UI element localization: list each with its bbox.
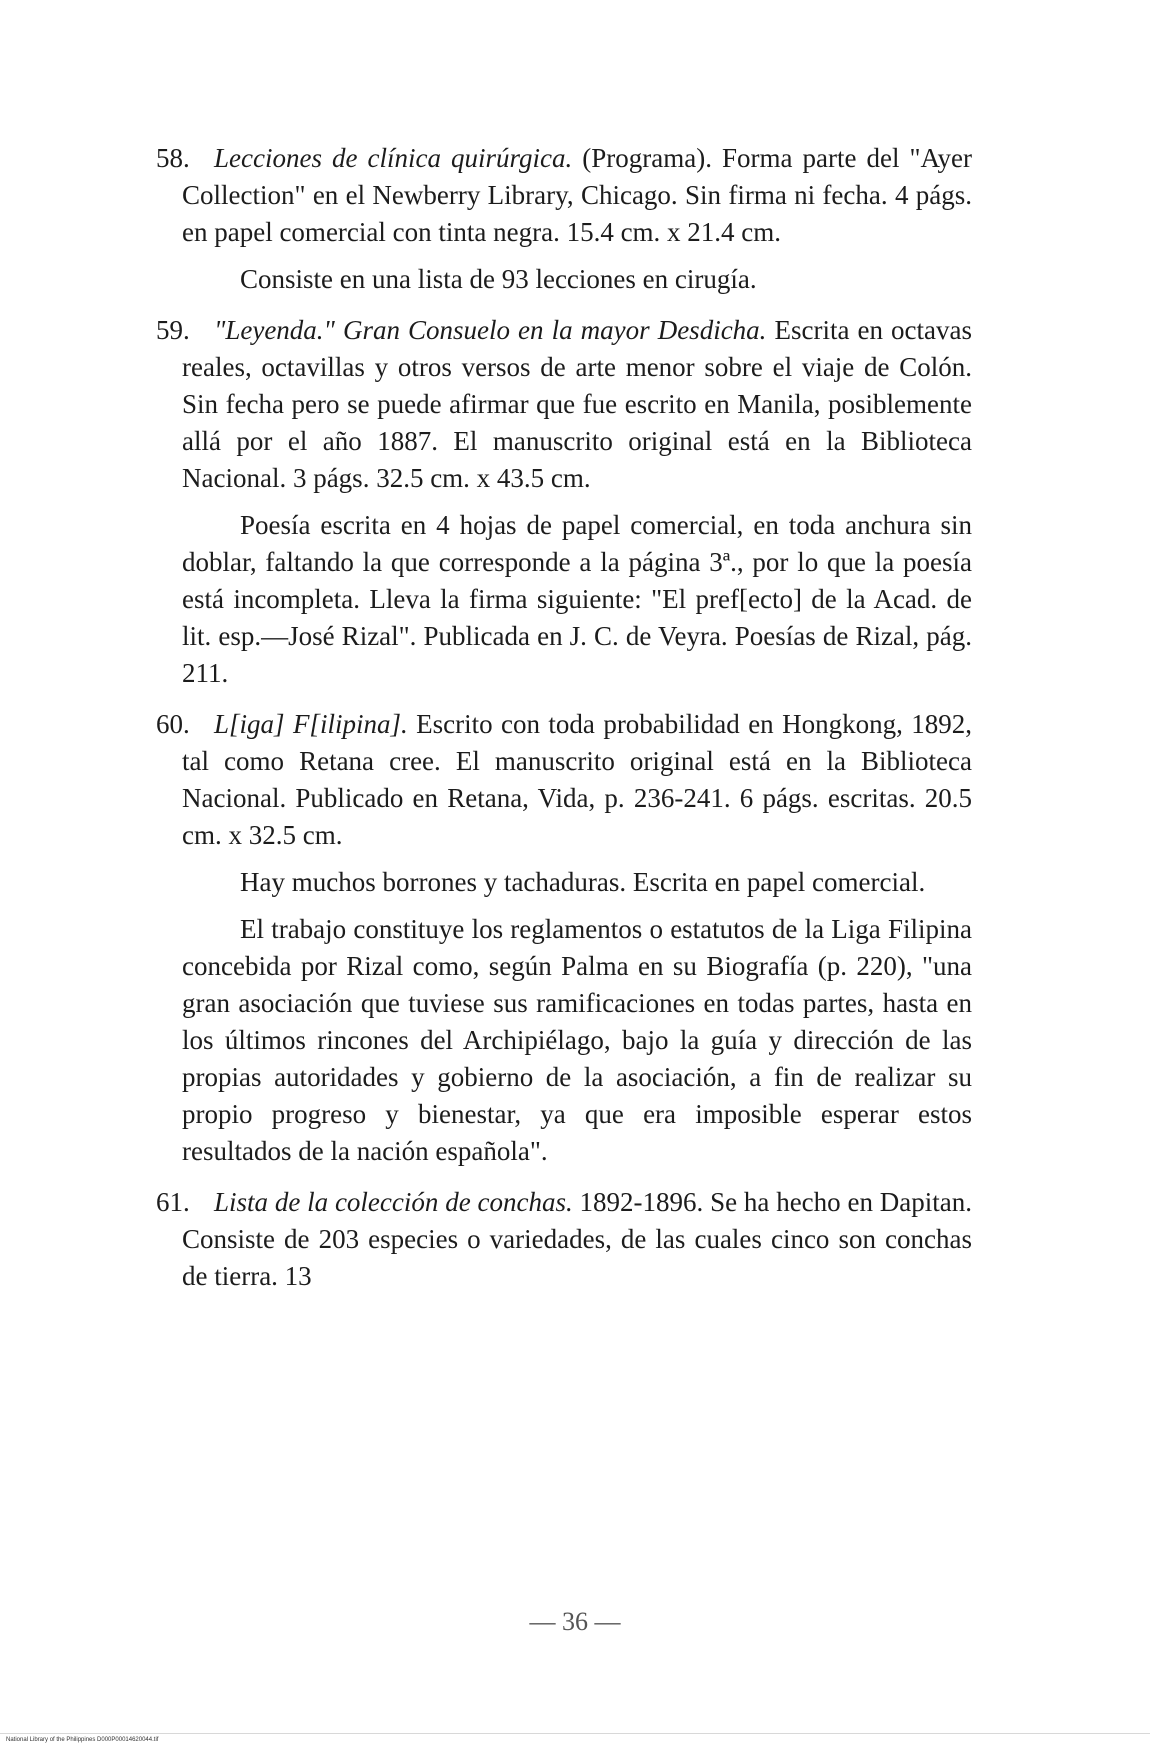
entry-lead-text: Escrito con toda probabilidad en Hongkong, 1892, tal como Retana cree. El manuscrito original está en la Biblioteca Nacional. Publicado en Retana, Vida, p. 236-241. 6 págs. escritas. 20.5 cm. x 32.5 cm.	[182, 709, 972, 850]
entry-58	[156, 140, 972, 298]
footer-divider	[0, 1733, 1150, 1734]
entry-title: "Leyenda." Gran Consuelo en la mayor Desdicha.	[214, 315, 767, 345]
entry-lead	[156, 140, 972, 251]
entry-paragraph: Consiste en una lista de 93 lecciones en cirugía.	[240, 264, 757, 294]
entry-number: 61.	[156, 1187, 190, 1217]
entry-number: 58.	[156, 143, 190, 173]
entry-title: Lista de la colección de conchas.	[214, 1187, 573, 1217]
entry-lead-text: (Programa). Forma parte del "Ayer Collection" en el Newberry Library, Chicago. Sin firma ni fecha. 4 págs. en papel comercial con tinta negra. 15.4 cm. x 21.4 cm.	[182, 143, 972, 247]
entry-lead-text: 1892-1896. Se ha hecho en Dapitan. Consiste de 203 especies o variedades, de las cuales cinco son conchas de tierra. 13	[182, 1187, 972, 1291]
entry-paragraph: Hay muchos borrones y tachaduras. Escrita en papel comercial.	[240, 867, 926, 897]
page-number: — 36 —	[529, 1607, 621, 1636]
entry-number: 60.	[156, 709, 190, 739]
entry-59	[156, 312, 973, 692]
entry-title: L[iga] F[ilipina].	[214, 709, 408, 739]
entry-60	[156, 706, 972, 1170]
entry-lead	[156, 1184, 972, 1295]
entry-title: Lecciones de clínica quirúrgica.	[214, 143, 573, 173]
entry-number: 59.	[156, 315, 190, 345]
entry-paragraph: El trabajo constituye los reglamentos o estatutos de la Liga Filipina concebida por Rizal como, según Palma en su Biografía (p. 220), "una gran asociación que tuviese sus ramificaciones en todas partes, hasta en los últimos rincones del Archipiélago, bajo la guía y dirección de las propias autoridades y gobierno de la asociación, a fin de realizar su propio progreso y bienestar, ya que era imposible esperar estos resultados de la nación española".	[182, 914, 972, 1166]
footer-note: National Library of the Philippines D000P00014620044.tif	[6, 1737, 159, 1743]
entry-paragraph: Poesía escrita en 4 hojas de papel comercial, en toda anchura sin doblar, faltando la que corresponde a la página 3ª., por lo que la poesía está incompleta. Lleva la firma siguiente: "El pref[ecto] de la Acad. de lit. esp.—José Rizal". Publicada en J. C. de Veyra. Poesías de Rizal, pág. 211.	[182, 510, 972, 688]
entry-lead-text: Escrita en octavas reales, octavillas y otros versos de arte menor sobre el viaje de Colón. Sin fecha pero se puede afirmar que fue escrito en Manila, posiblemente allá por el año 1887. El manuscrito original está en la Biblioteca Nacional. 3 págs. 32.5 cm. x 43.5 cm.	[182, 315, 973, 493]
entry-lead	[156, 312, 973, 497]
text-block	[156, 140, 973, 1309]
entry-lead	[156, 706, 972, 854]
entry-61	[156, 1184, 972, 1295]
